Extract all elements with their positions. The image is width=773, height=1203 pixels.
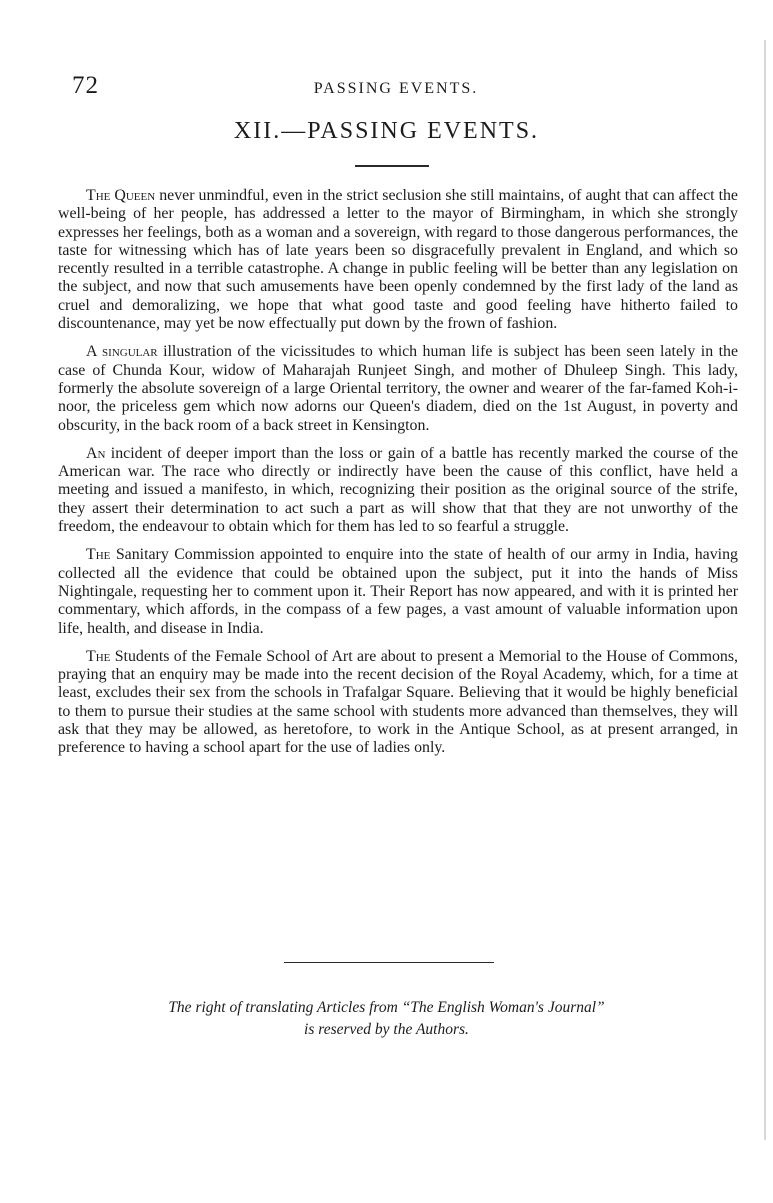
paragraph-lead: The Queen bbox=[86, 187, 156, 204]
copyright-notice bbox=[0, 997, 773, 1041]
paragraph-school-of-art bbox=[58, 648, 738, 758]
paragraph-american-war bbox=[58, 445, 738, 536]
footer-divider bbox=[284, 962, 494, 963]
paragraph-text: never unmindful, even in the strict seclusion she still maintains, of aught that can affect the well-being of her people, has addressed a letter to the mayor of Birmingham, in which she strongly expresses her feelings, both as a woman and a sovereign, with regard to those dangerous performances, the taste for witnessing which has of late years been so disgracefully prevalent in England, and which so recently resulted in a terrible catastrophe. A change in public feeling will be better than any legislation on the subject, and now that such amusements have been openly condemned by the first lady of the land as cruel and demoralizing, we hope that what good taste and good feeling have hitherto failed to discountenance, may yet be now effectually put down by the frown of fashion. bbox=[58, 187, 738, 333]
paragraph-lead: The bbox=[86, 647, 111, 665]
section-title: XII.—PASSING EVENTS. bbox=[233, 118, 540, 144]
running-head bbox=[72, 72, 720, 104]
title-divider bbox=[355, 165, 429, 167]
paragraph-text: Students of the Female School of Art are about to present a Memorial to the House of Commons, praying that an enquiry may be made into the recent decision of the Royal Academy, which, for a time at least, excludes their sex from the schools in Trafalgar Square. Believing that it would be highly beneficial to them to pursue their studies at the same school with students more advanced than themselves, they will ask that they may be allowed, as heretofore, to work in the Antique School, as at present arranged, in preference to having a school apart for the use of ladies only. bbox=[58, 647, 738, 757]
paragraph-chunda-kour bbox=[58, 343, 738, 434]
paragraph-text: illustration of the vicissitudes to which human life is subject has been seen lately in the case of Chunda Kour, widow of Maharajah Runjeet Singh, and mother of Dhuleep Singh. This lady, formerly the absolute sovereign of a large Oriental territory, the owner and wearer of the far-famed Koh-i-noor, the priceless gem which now adorns our Queen's diadem, died on the 1st August, in poverty and obscurity, in the back room of a back street in Kensington. bbox=[58, 343, 739, 434]
paragraph-queen bbox=[58, 187, 738, 333]
paragraph-lead: The bbox=[86, 546, 111, 564]
page-edge-rule bbox=[764, 40, 766, 1140]
article-body bbox=[58, 187, 738, 768]
paragraph-lead: A singular bbox=[86, 343, 158, 361]
paragraph-sanitary-commission bbox=[58, 546, 738, 637]
paragraph-text: Sanitary Commission appointed to enquire into the state of health of our army in India, having collected all the evidence that could be obtained upon the subject, put it into the hands of Miss Nightingale, requesting her to comment upon it. Their Report has now appeared, and with it is printed her commentary, which affords, in the compass of a few pages, a vast amount of valuable information upon life, health, and disease in India. bbox=[58, 546, 738, 637]
page-number: 72 bbox=[72, 72, 99, 99]
paragraph-lead: An bbox=[86, 444, 106, 462]
running-title: PASSING EVENTS. bbox=[313, 80, 479, 97]
copyright-notice-line-1: The right of translating Articles from “The English Woman's Journal” bbox=[168, 999, 605, 1016]
copyright-notice-line-2: is reserved by the Authors. bbox=[304, 1021, 469, 1038]
paragraph-text: incident of deeper import than the loss or gain of a battle has recently marked the course of the American war. The race who directly or indirectly have been the cause of this conflict, have held a meeting and issued a manifesto, in which, recognizing their position as the original source of the strife, they assert their determination to act such a part as will show that that they are not unworthy of the freedom, the endeavour to obtain which for them has led to so fearful a struggle. bbox=[58, 444, 738, 536]
